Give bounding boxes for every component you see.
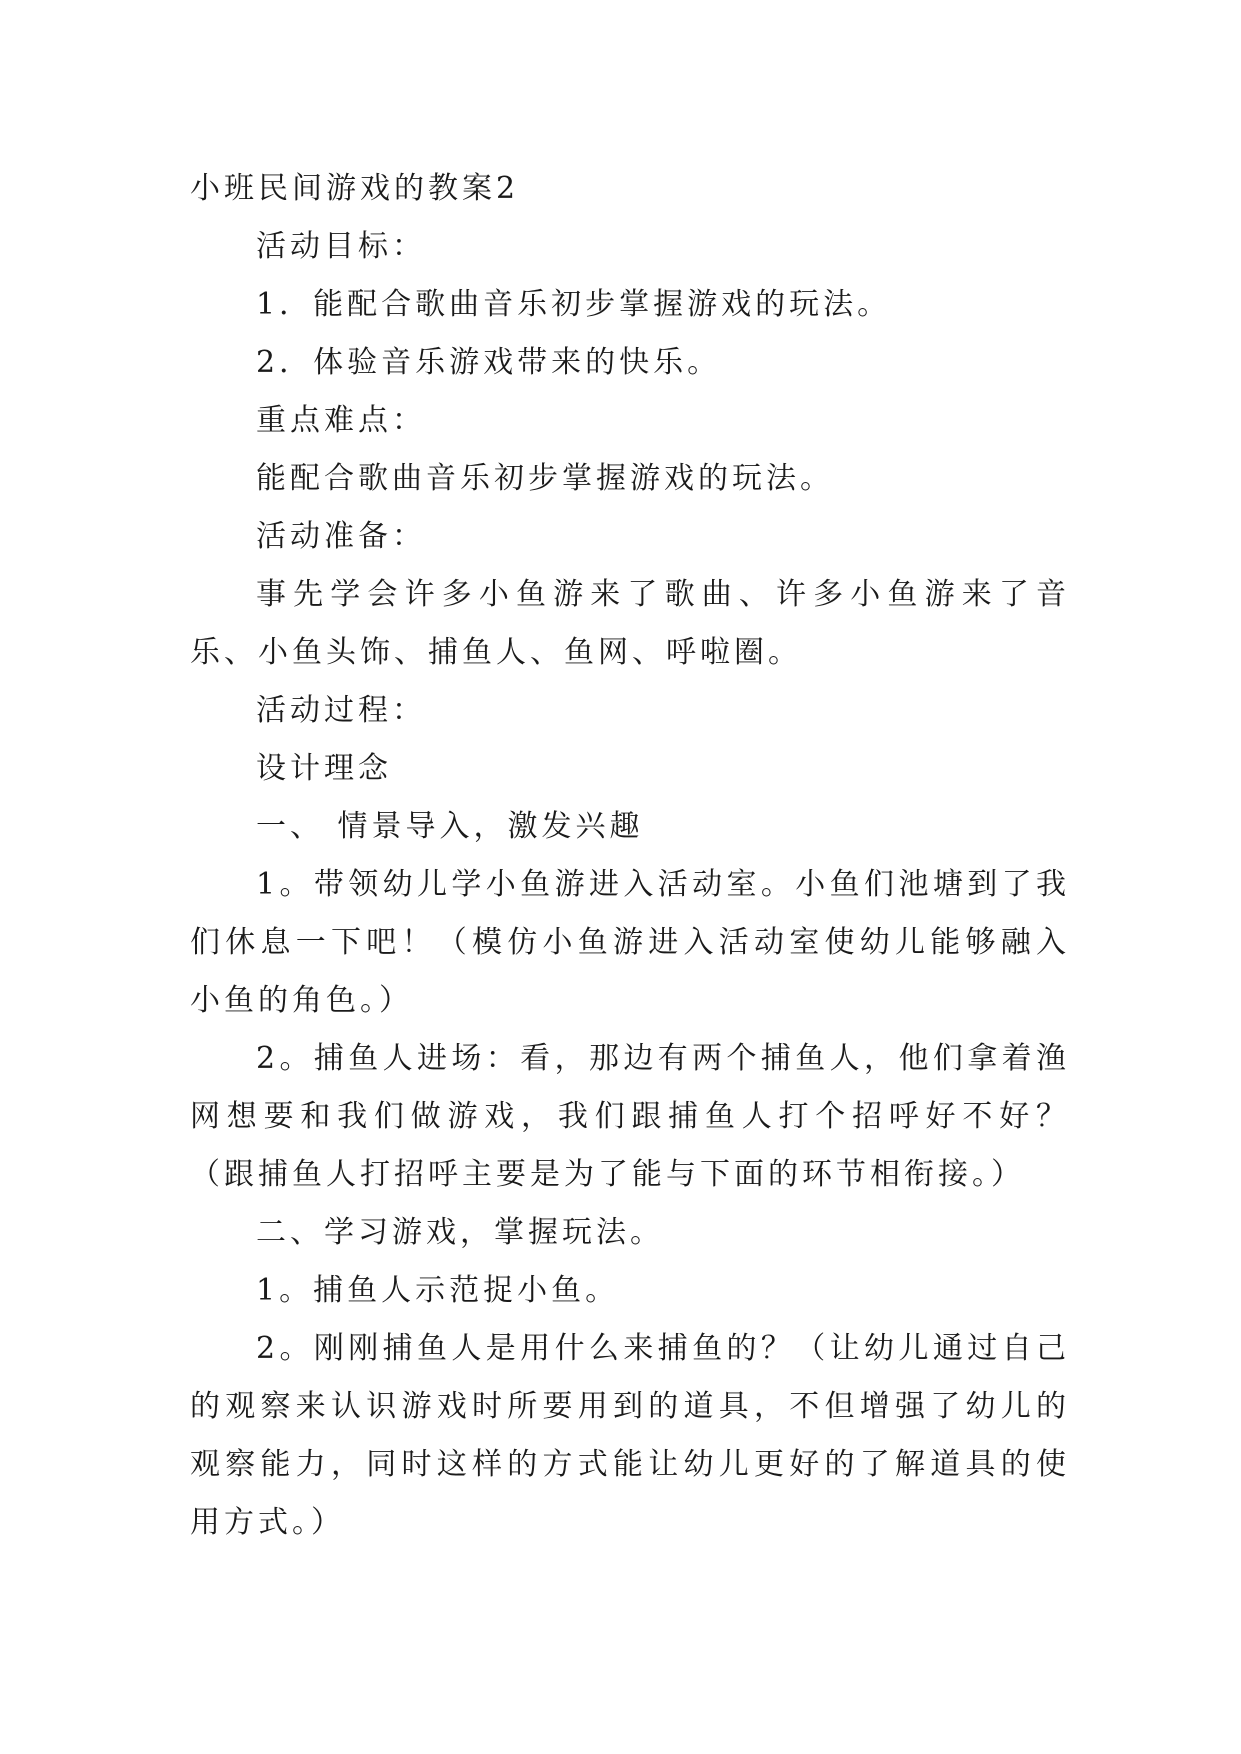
document-title: 小班民间游戏的教案2: [190, 171, 520, 206]
heading-key-points: 重点难点：: [256, 403, 426, 438]
section-two-item-1: 1。捕鱼人示范捉小鱼。: [256, 1273, 620, 1308]
section-two-heading: 二、学习游戏，掌握玩法。: [256, 1215, 664, 1250]
section-one-heading: 一、 情景导入，激发兴趣: [256, 809, 644, 844]
section-one-item-2: 2。捕鱼人进场：看，那边有两个捕鱼人，他们拿着渔网想要和我们做游戏，我们跟捕鱼人打个招呼好不好？（跟捕鱼人打招呼主要是为了能与下面的环节相衔接。）: [190, 1041, 1070, 1192]
heading-process: 活动过程：: [256, 693, 426, 728]
section-one-item-1: 1。带领幼儿学小鱼游进入活动室。小鱼们池塘到了我们休息一下吧！（模仿小鱼游进入活动室使幼儿能够融入小鱼的角色。）: [190, 867, 1070, 1018]
preparation-text: 事先学会许多小鱼游来了歌曲、许多小鱼游来了音乐、小鱼头饰、捕鱼人、鱼网、呼啦圈。: [190, 577, 1070, 670]
goal-item-2: 2．体验音乐游戏带来的快乐。: [256, 345, 722, 380]
document-page: [190, 160, 1070, 1552]
section-two-item-2: 2。刚刚捕鱼人是用什么来捕鱼的？（让幼儿通过自己的观察来认识游戏时所要用到的道具，不但增强了幼儿的观察能力，同时这样的方式能让幼儿更好的了解道具的使用方式。）: [190, 1331, 1070, 1540]
heading-design-concept: 设计理念: [256, 751, 392, 786]
key-points-text: 能配合歌曲音乐初步掌握游戏的玩法。: [256, 461, 834, 496]
heading-preparation: 活动准备：: [256, 519, 426, 554]
goal-item-1: 1．能配合歌曲音乐初步掌握游戏的玩法。: [256, 287, 892, 322]
heading-activity-goals: 活动目标：: [256, 229, 426, 264]
